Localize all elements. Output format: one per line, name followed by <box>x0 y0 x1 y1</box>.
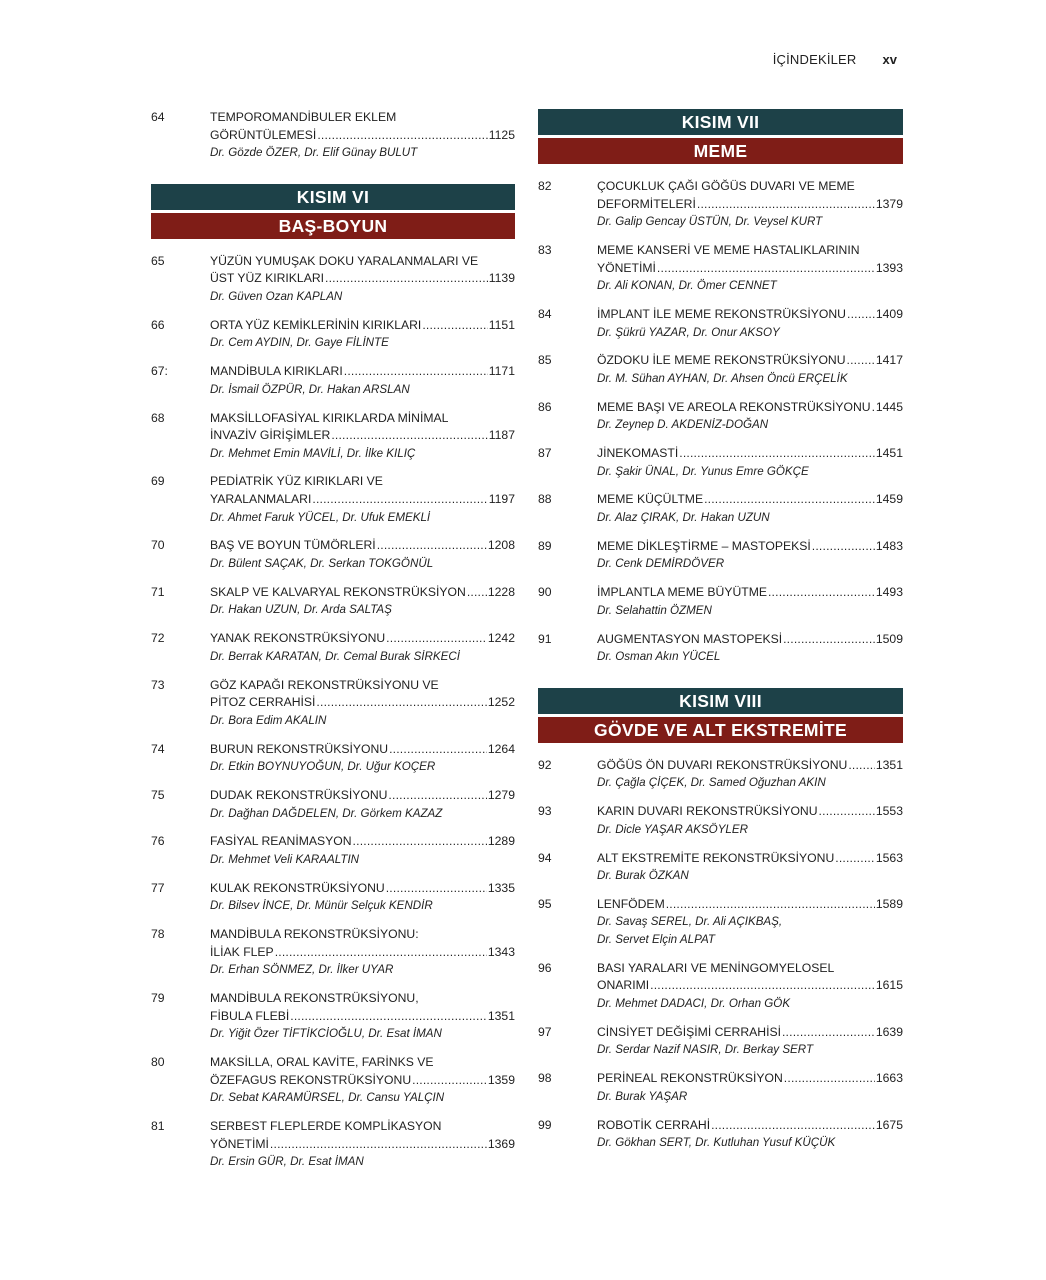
chapter-title-line: GÖZ KAPAĞI REKONSTRÜKSİYONU VE <box>210 677 439 692</box>
page-number-ref: 1509 <box>875 631 903 646</box>
chapter-number: 75 <box>151 787 165 802</box>
chapter-title-text: MEME KÜÇÜLTME <box>597 492 704 507</box>
page-number-ref: 1139 <box>488 271 515 286</box>
chapter-authors: Dr. Etkin BOYNUYOĞUN, Dr. Uğur KOÇER <box>210 760 436 774</box>
chapter-title-text: BAŞ VE BOYUN TÜMÖRLERİ <box>210 538 376 553</box>
leader-dots <box>847 306 875 324</box>
chapter-authors: Dr. Bilsev İNCE, Dr. Münür Selçuk KENDİR <box>210 899 433 913</box>
leader-dots <box>697 196 875 214</box>
chapter-authors: Dr. Mehmet Emin MAVİLİ, Dr. İlke KILIÇ <box>210 446 416 460</box>
leader-dots <box>872 399 875 417</box>
leader-dots <box>386 630 487 648</box>
chapter-authors: Dr. Galip Gencay ÜSTÜN, Dr. Veysel KURT <box>597 215 823 229</box>
chapter-number: 93 <box>538 804 552 819</box>
page-number-ref: 1252 <box>487 695 515 710</box>
chapter-title-text: MEME BAŞI VE AREOLA REKONSTRÜKSİYONU <box>597 399 871 414</box>
chapter-authors: Dr. Selahattin ÖZMEN <box>597 603 712 617</box>
chapter-title-text: İNVAZİV GİRİŞİMLER <box>210 428 331 443</box>
leader-dots <box>784 1070 875 1088</box>
toc-entry[interactable] <box>538 1117 903 1152</box>
section-part-label: KISIM VII <box>538 109 903 136</box>
leader-dots <box>386 880 487 898</box>
chapter-authors: Dr. Bora Edim AKALIN <box>210 713 327 727</box>
chapter-title-line: ÇOCUKLUK ÇAĞI GÖĞÜS DUVARI VE MEME <box>597 179 855 193</box>
chapter-authors: Dr. Burak YAŞAR <box>597 1089 688 1103</box>
chapter-number: 64 <box>151 110 165 124</box>
chapter-authors: Dr. Gökhan SERT, Dr. Kutluhan Yusuf KÜÇÜK <box>597 1136 836 1150</box>
chapter-title-row <box>210 317 515 335</box>
chapter-title-row <box>597 584 903 602</box>
chapter-title-row <box>597 399 903 417</box>
chapter-authors: Dr. Alaz ÇIRAK, Dr. Hakan UZUN <box>597 511 770 525</box>
section-title: BAŞ-BOYUN <box>151 213 515 239</box>
chapter-title-row <box>597 803 903 821</box>
toc-entry[interactable] <box>151 741 515 776</box>
chapter-title-text: PERİNEAL REKONSTRÜKSİYON <box>597 1071 783 1086</box>
chapter-title-text: BURUN REKONSTRÜKSİYONU <box>210 741 389 756</box>
page-number-ref: 1359 <box>487 1072 515 1087</box>
page-number-ref: 1151 <box>488 317 515 332</box>
chapter-number: 85 <box>538 353 552 368</box>
chapter-title-row <box>210 127 515 145</box>
leader-dots <box>711 1117 875 1135</box>
chapter-title-text: YANAK REKONSTRÜKSİYONU <box>210 631 386 646</box>
chapter-title-text: ONARIMI <box>597 978 650 993</box>
toc-entry[interactable] <box>151 1118 515 1171</box>
chapter-title-row <box>210 1008 515 1026</box>
chapter-title-row <box>597 306 903 324</box>
page-number-ref: 1187 <box>488 428 515 443</box>
page-number-ref: 1125 <box>488 127 515 142</box>
leader-dots <box>389 741 487 759</box>
chapter-authors: Dr. Ahmet Faruk YÜCEL, Dr. Ufuk EMEKLİ <box>210 510 431 524</box>
chapter-title-row <box>210 880 515 898</box>
toc-entry[interactable] <box>538 1024 903 1059</box>
page-number-ref: 1351 <box>875 757 903 772</box>
chapter-title-row <box>210 944 515 962</box>
leader-dots <box>325 270 488 288</box>
chapter-title-row <box>597 196 903 214</box>
leader-dots <box>344 363 488 381</box>
leader-dots <box>812 538 875 556</box>
chapter-number: 94 <box>538 850 552 865</box>
chapter-title-row <box>597 757 903 775</box>
chapter-title-line: MEME KANSERİ VE MEME HASTALIKLARININ <box>597 242 860 257</box>
chapter-title-row <box>597 445 903 463</box>
leader-dots <box>467 584 487 602</box>
chapter-title-text: MEME DİKLEŞTİRME – MASTOPEKSİ <box>597 538 811 553</box>
chapter-number: 65 <box>151 253 165 268</box>
chapter-authors: Dr. Dicle YAŞAR AKSÖYLER <box>597 822 748 836</box>
toc-entry[interactable] <box>538 850 903 885</box>
toc-entry[interactable] <box>151 317 515 352</box>
chapter-title-line: MANDİBULA REKONSTRÜKSİYONU: <box>210 927 419 942</box>
page-number-ref: 1445 <box>875 399 903 414</box>
toc-entry[interactable] <box>151 473 515 526</box>
toc-entry[interactable] <box>151 537 515 572</box>
chapter-title-text: FASİYAL REANİMASYON <box>210 834 352 849</box>
chapter-authors: Dr. Bülent SAÇAK, Dr. Serkan TOKGÖNÜL <box>210 557 434 571</box>
toc-entry[interactable] <box>151 787 515 822</box>
chapter-authors: Dr. Burak ÖZKAN <box>597 869 689 883</box>
page-number-ref: 1639 <box>875 1024 903 1039</box>
toc-entry[interactable] <box>538 352 903 387</box>
chapter-title-row <box>597 977 903 995</box>
chapter-authors: Dr. Dağhan DAĞDELEN, Dr. Görkem KAZAZ <box>210 806 443 820</box>
chapter-title-line: MAKSİLLA, ORAL KAVİTE, FARİNKS VE <box>210 1054 434 1069</box>
chapter-title-row <box>210 787 515 805</box>
leader-dots <box>848 757 875 775</box>
leader-dots <box>317 127 487 145</box>
section-title: GÖVDE VE ALT EKSTREMİTE <box>538 717 903 743</box>
chapter-title-text: ÜST YÜZ KIRIKLARI <box>210 271 325 286</box>
chapter-number: 71 <box>151 584 165 599</box>
leader-dots <box>704 491 875 509</box>
chapter-authors: Dr. Sebat KARAMÜRSEL, Dr. Cansu YALÇIN <box>210 1091 445 1105</box>
page-number-ref: 1553 <box>875 804 903 819</box>
leader-dots <box>275 944 487 962</box>
chapter-authors: Dr. Çağla ÇİÇEK, Dr. Samed Oğuzhan AKIN <box>597 776 826 790</box>
chapter-title-row <box>597 850 903 868</box>
toc-entry[interactable] <box>151 880 515 915</box>
chapter-number: 99 <box>538 1117 552 1132</box>
toc-entry[interactable] <box>151 990 515 1043</box>
page-number-ref: 1228 <box>487 584 515 599</box>
chapter-title-row <box>210 694 515 712</box>
chapter-title-text: DUDAK REKONSTRÜKSİYONU <box>210 787 388 802</box>
toc-entry[interactable] <box>538 631 903 666</box>
page-number-ref: 1451 <box>875 446 903 461</box>
chapter-title-line: TEMPOROMANDİBULER EKLEM <box>210 110 397 124</box>
page-number-ref: 1563 <box>875 850 903 865</box>
page-number-ref: 1242 <box>487 631 515 646</box>
leader-dots <box>422 317 487 335</box>
chapter-title-text: JİNEKOMASTİ <box>597 446 679 461</box>
page-number-ref: 1459 <box>875 492 903 507</box>
leader-dots <box>666 896 875 914</box>
toc-entry[interactable] <box>538 445 903 480</box>
toc-entry[interactable] <box>538 1070 903 1105</box>
toc-entry[interactable] <box>538 757 903 792</box>
chapter-authors: Dr. Erhan SÖNMEZ, Dr. İlker UYAR <box>210 963 394 977</box>
toc-entry[interactable] <box>538 538 903 573</box>
chapter-title-line: YÜZÜN YUMUŞAK DOKU YARALANMALARI VE <box>210 253 479 268</box>
chapter-title-text: ORTA YÜZ KEMİKLERİNİN KIRIKLARI <box>210 317 422 332</box>
toc-entry[interactable] <box>151 926 515 979</box>
chapter-title-row <box>210 427 515 445</box>
chapter-number: 74 <box>151 741 165 756</box>
right-column <box>538 109 903 1163</box>
page-number-ref: 1369 <box>487 1136 515 1151</box>
page-number-ref: 1417 <box>875 353 903 368</box>
chapter-number: 69 <box>151 474 165 489</box>
chapter-title-row <box>210 630 515 648</box>
chapter-title-row <box>210 363 515 381</box>
leader-dots <box>377 537 487 555</box>
chapter-title-line: BASI YARALARI VE MENİNGOMYELOSEL <box>597 960 835 975</box>
chapter-number: 76 <box>151 834 165 849</box>
chapter-number: 98 <box>538 1071 552 1086</box>
page-number-ref: 1351 <box>487 1008 515 1023</box>
chapter-number: 67: <box>151 364 168 379</box>
chapter-authors: Dr. Gözde ÖZER, Dr. Elif Günay BULUT <box>210 146 418 160</box>
chapter-number: 80 <box>151 1054 165 1069</box>
toc-entry[interactable] <box>538 399 903 434</box>
chapter-title-row <box>597 631 903 649</box>
page-number-ref: 1264 <box>487 741 515 756</box>
chapter-title-text: AUGMENTASYON MASTOPEKSİ <box>597 631 783 646</box>
toc-entry[interactable] <box>151 677 515 730</box>
chapter-title-text: İMPLANT İLE MEME REKONSTRÜKSİYONU <box>597 306 846 321</box>
chapter-authors: Dr. Berrak KARATAN, Dr. Cemal Burak SİRKECİ <box>210 649 460 663</box>
leader-dots <box>819 803 875 821</box>
page-number: xv <box>882 52 897 67</box>
leader-dots <box>768 584 875 602</box>
toc-entry[interactable] <box>151 253 515 306</box>
toc-entry[interactable] <box>538 491 903 526</box>
chapter-number: 95 <box>538 896 552 911</box>
toc-entry[interactable] <box>538 960 903 1013</box>
chapter-title-text: ÖZDOKU İLE MEME REKONSTRÜKSİYONU <box>597 353 846 368</box>
leader-dots <box>835 850 875 868</box>
chapter-number: 73 <box>151 677 165 692</box>
chapter-title-line: MAKSİLLOFASİYAL KIRIKLARDA MİNİMAL <box>210 410 449 425</box>
chapter-title-text: ALT EKSTREMİTE REKONSTRÜKSİYONU <box>597 850 835 865</box>
chapter-authors: Dr. Zeynep D. AKDENİZ-DOĞAN <box>597 418 769 432</box>
page-number-ref: 1343 <box>487 944 515 959</box>
chapter-number: 89 <box>538 538 552 553</box>
page-number-ref: 1335 <box>487 880 515 895</box>
leader-dots <box>782 1024 875 1042</box>
chapter-number: 92 <box>538 757 552 772</box>
chapter-authors: Dr. Osman Akın YÜCEL <box>597 650 721 664</box>
chapter-title-text: GÖĞÜS ÖN DUVARI REKONSTRÜKSİYONU <box>597 757 848 772</box>
section-header <box>538 109 903 164</box>
page-number-ref: 1379 <box>875 196 903 211</box>
chapter-title-text: ROBOTİK CERRAHİ <box>597 1117 711 1132</box>
chapter-title-line: PEDİATRİK YÜZ KIRIKLARI VE <box>210 474 383 489</box>
page-number-ref: 1393 <box>875 260 903 275</box>
toc-entry[interactable] <box>538 584 903 619</box>
chapter-number: 82 <box>538 179 552 193</box>
chapter-number: 96 <box>538 960 552 975</box>
page-number-ref: 1279 <box>487 787 515 802</box>
chapter-title-text: MANDİBULA KIRIKLARI <box>210 364 343 379</box>
chapter-title-row <box>210 833 515 851</box>
page-number-ref: 1675 <box>875 1117 903 1132</box>
chapter-authors: Dr. M. Sühan AYHAN, Dr. Ahsen Öncü ERÇELİK <box>597 371 848 385</box>
page-number-ref: 1289 <box>487 834 515 849</box>
leader-dots <box>650 977 875 995</box>
section-header <box>538 688 903 743</box>
chapter-title-text: KARIN DUVARI REKONSTRÜKSİYONU <box>597 804 818 819</box>
section-header <box>151 184 515 239</box>
chapter-number: 83 <box>538 242 552 257</box>
page-header <box>0 52 897 67</box>
chapter-title-row <box>210 1072 515 1090</box>
chapter-number: 79 <box>151 991 165 1005</box>
chapter-title-row <box>210 584 515 602</box>
chapter-number: 97 <box>538 1024 552 1039</box>
toc-entry[interactable] <box>151 410 515 463</box>
page-number-ref: 1493 <box>875 585 903 600</box>
chapter-authors: Dr. Cem AYDIN, Dr. Gaye FİLİNTE <box>210 336 389 350</box>
chapter-title-line: SERBEST FLEPLERDE KOMPLİKASYON <box>210 1118 442 1133</box>
chapter-authors: Dr. Mehmet DADACI, Dr. Orhan GÖK <box>597 997 791 1011</box>
leader-dots <box>312 491 487 509</box>
leader-dots <box>270 1136 487 1154</box>
chapter-title-row <box>597 491 903 509</box>
page-number-ref: 1171 <box>488 364 515 379</box>
chapter-number: 86 <box>538 399 552 414</box>
chapter-number: 77 <box>151 880 165 895</box>
chapter-title-text: GÖRÜNTÜLEMESİ <box>210 127 317 142</box>
chapter-number: 90 <box>538 585 552 600</box>
chapter-authors: Dr. Servet Elçin ALPAT <box>597 933 715 947</box>
section-part-label: KISIM VIII <box>538 688 903 715</box>
chapter-title-text: YARALANMALARI <box>210 492 312 507</box>
chapter-authors: Dr. Cenk DEMİRDÖVER <box>597 557 725 571</box>
leader-dots <box>290 1008 487 1026</box>
chapter-number: 84 <box>538 306 552 321</box>
chapter-title-text: İMPLANTLA MEME BÜYÜTME <box>597 585 767 600</box>
chapter-number: 87 <box>538 446 552 461</box>
chapter-number: 91 <box>538 631 552 646</box>
chapter-authors: Dr. Şükrü YAZAR, Dr. Onur AKSOY <box>597 325 780 339</box>
toc-entry[interactable] <box>151 363 515 398</box>
leader-dots <box>783 631 875 649</box>
chapter-number: 78 <box>151 927 165 942</box>
running-title: İÇİNDEKİLER <box>772 52 857 67</box>
leader-dots <box>679 445 875 463</box>
chapter-authors: Dr. Şakir ÜNAL, Dr. Yunus Emre GÖKÇE <box>597 464 809 478</box>
chapter-title-text: YÖNETİMİ <box>597 260 656 275</box>
chapter-title-text: DEFORMİTELERİ <box>597 196 696 211</box>
chapter-title-text: KULAK REKONSTRÜKSİYONU <box>210 880 385 895</box>
chapter-title-row <box>597 896 903 914</box>
toc-entry[interactable] <box>538 178 903 231</box>
section-title: MEME <box>538 138 903 164</box>
leader-dots <box>331 427 487 445</box>
chapter-title-row <box>597 1024 903 1042</box>
chapter-authors: Dr. Serdar Nazif NASIR, Dr. Berkay SERT <box>597 1043 814 1057</box>
chapter-authors: Dr. Güven Ozan KAPLAN <box>210 289 343 303</box>
chapter-title-row <box>210 491 515 509</box>
chapter-authors: Dr. Savaş SEREL, Dr. Ali AÇIKBAŞ, <box>597 915 783 929</box>
page-number-ref: 1208 <box>487 538 515 553</box>
chapter-title-row <box>597 260 903 278</box>
chapter-title-text: CİNSİYET DEĞİŞİMİ CERRAHİSİ <box>597 1024 781 1039</box>
chapter-title-text: FİBULA FLEBİ <box>210 1008 290 1023</box>
chapter-authors: Dr. Yiğit Özer TİFTİKCİOĞLU, Dr. Esat İMAN <box>210 1027 442 1041</box>
chapter-number: 70 <box>151 538 165 553</box>
toc-entry[interactable] <box>151 833 515 868</box>
chapter-authors: Dr. Mehmet Veli KARAALTIN <box>210 852 360 866</box>
chapter-title-row <box>210 270 515 288</box>
chapter-title-row <box>597 1117 903 1135</box>
chapter-title-text: YÖNETİMİ <box>210 1136 269 1151</box>
chapter-title-row <box>210 537 515 555</box>
chapter-title-text: PİTOZ CERRAHİSİ <box>210 695 316 710</box>
toc-entry[interactable] <box>538 306 903 341</box>
page-number-ref: 1197 <box>488 492 515 507</box>
leader-dots <box>353 833 487 851</box>
toc-entry[interactable] <box>151 584 515 619</box>
page-number-ref: 1589 <box>875 896 903 911</box>
chapter-title-row <box>597 1070 903 1088</box>
chapter-title-row <box>597 352 903 370</box>
chapter-number: 81 <box>151 1118 165 1133</box>
toc-entry[interactable] <box>538 896 903 949</box>
toc-entry[interactable] <box>538 803 903 838</box>
chapter-title-row <box>210 741 515 759</box>
chapter-title-text: İLİAK FLEP <box>210 944 274 959</box>
section-part-label: KISIM VI <box>151 184 515 211</box>
toc-entry[interactable] <box>151 1054 515 1107</box>
chapter-authors: Dr. Ersin GÜR, Dr. Esat İMAN <box>210 1155 364 1169</box>
chapter-title-text: ÖZEFAGUS REKONSTRÜKSİYONU <box>210 1072 412 1087</box>
chapter-title-row <box>210 1136 515 1154</box>
page-number-ref: 1483 <box>875 538 903 553</box>
leader-dots <box>316 694 486 712</box>
chapter-authors: Dr. İsmail ÖZPÜR, Dr. Hakan ARSLAN <box>210 382 410 396</box>
chapter-number: 72 <box>151 631 165 646</box>
page-number-ref: 1615 <box>875 978 903 993</box>
page-number-ref: 1409 <box>875 306 903 321</box>
toc-entry[interactable] <box>151 630 515 665</box>
chapter-title-row <box>597 538 903 556</box>
chapter-number: 68 <box>151 410 165 425</box>
chapter-title-line: MANDİBULA REKONSTRÜKSİYONU, <box>210 991 419 1005</box>
leader-dots <box>847 352 875 370</box>
leader-dots <box>388 787 486 805</box>
leader-dots <box>412 1072 487 1090</box>
leader-dots <box>657 260 875 278</box>
chapter-authors: Dr. Hakan UZUN, Dr. Arda SALTAŞ <box>210 603 392 617</box>
left-column <box>151 109 515 1182</box>
page-number-ref: 1663 <box>875 1071 903 1086</box>
chapter-title-text: LENFÖDEM <box>597 896 665 911</box>
toc-entry[interactable] <box>151 109 515 162</box>
chapter-title-text: SKALP VE KALVARYAL REKONSTRÜKSİYON <box>210 584 466 599</box>
chapter-number: 66 <box>151 317 165 332</box>
chapter-authors: Dr. Ali KONAN, Dr. Ömer CENNET <box>597 279 777 293</box>
toc-entry[interactable] <box>538 242 903 295</box>
chapter-number: 88 <box>538 492 552 507</box>
